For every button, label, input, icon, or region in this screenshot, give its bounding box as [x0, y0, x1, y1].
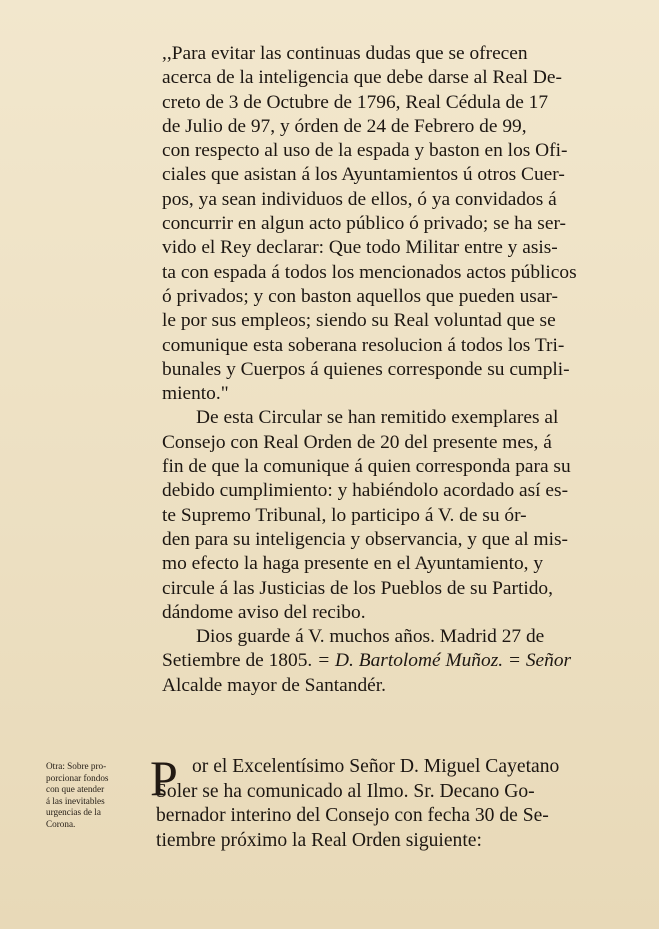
text-line: creto de 3 de Octubre de 1796, Real Cédula de 17	[162, 91, 549, 113]
text-line: Soler se ha comunicado al Ilmo. Sr. Decano Go-	[156, 780, 535, 802]
text-line: dándome aviso del recibo.	[162, 601, 366, 623]
text-line: bernador interino del Consejo con fecha 30 de Se-	[156, 805, 549, 827]
text-line: te Supremo Tribunal, lo participo á V. de su ór-	[162, 504, 527, 526]
text-line: con respecto al uso de la espada y baston en los Ofi-	[162, 140, 568, 162]
paragraph-1	[162, 42, 650, 406]
text-line: bunales y Cuerpos á quienes corresponde su cumpli-	[162, 358, 570, 380]
text-line: vido el Rey declarar: Que todo Militar entre y asis-	[162, 237, 558, 259]
text-line: miento."	[162, 383, 229, 405]
margin-note-line: urgencias de la	[46, 807, 101, 818]
text-line: Dios guarde á V. muchos años. Madrid 27 de	[196, 626, 545, 648]
text-line: comunique esta soberana resolucion á todos los Tri-	[162, 334, 565, 356]
text-line: den para su inteligencia y observancia, y que al mis-	[162, 528, 568, 550]
text-line: ciales que asistan á los Ayuntamientos ú otros Cuer-	[162, 164, 565, 186]
text-line: or el Excelentísimo Señor D. Miguel Cayetano	[192, 756, 560, 777]
closing-paragraph	[162, 625, 650, 698]
text-line: pos, ya sean individuos de ellos, ó ya convidados á	[162, 188, 557, 210]
text-line: circule á las Justicias de los Pueblos de su Partido,	[162, 577, 553, 599]
margin-note-line: porcionar fondos	[46, 772, 109, 783]
text-line: tiembre próximo la Real Orden siguiente:	[156, 829, 482, 851]
margin-note-line: Otra: Sobre pro-	[46, 761, 107, 771]
drop-cap: P	[150, 750, 178, 806]
signatory-name: = D. Bartolomé Muñoz. = Señor	[317, 650, 572, 672]
text-line: ,,Para evitar las continuas dudas que se ofrecen	[162, 43, 528, 64]
paragraph-2	[162, 406, 650, 625]
main-text-column	[162, 42, 650, 698]
second-circular-text	[150, 750, 650, 853]
text-line: ó privados; y con baston aquellos que pueden usar-	[162, 285, 558, 307]
margin-note-line: Corona.	[46, 818, 76, 829]
margin-note	[46, 761, 148, 831]
signature-line	[162, 649, 650, 673]
margin-note-line: con que atender	[46, 784, 105, 795]
text-line: Consejo con Real Orden de 20 del presente mes, á	[162, 431, 552, 453]
margin-note-line: á las inevitables	[46, 795, 105, 806]
text-line: acerca de la inteligencia que debe darse al Real De-	[162, 67, 562, 89]
text-line: concurrir en algun acto público ó privado; se ha ser-	[162, 213, 566, 235]
date-text: Setiembre de 1805.	[162, 650, 313, 672]
addressee-line: Alcalde mayor de Santandér.	[162, 674, 386, 696]
text-line: de Julio de 97, y órden de 24 de Febrero de 99,	[162, 115, 527, 137]
text-line: De esta Circular se han remitido exemplares al	[196, 407, 559, 429]
text-line: debido cumplimiento: y habiéndolo acordado así es-	[162, 480, 569, 502]
text-line: fin de que la comunique á quien corresponda para su	[162, 456, 571, 478]
text-line: ta con espada á todos los mencionados actos públicos	[162, 261, 577, 283]
text-line: le por sus empleos; siendo su Real voluntad que se	[162, 310, 556, 332]
text-line: mo efecto la haga presente en el Ayuntamiento, y	[162, 553, 544, 575]
